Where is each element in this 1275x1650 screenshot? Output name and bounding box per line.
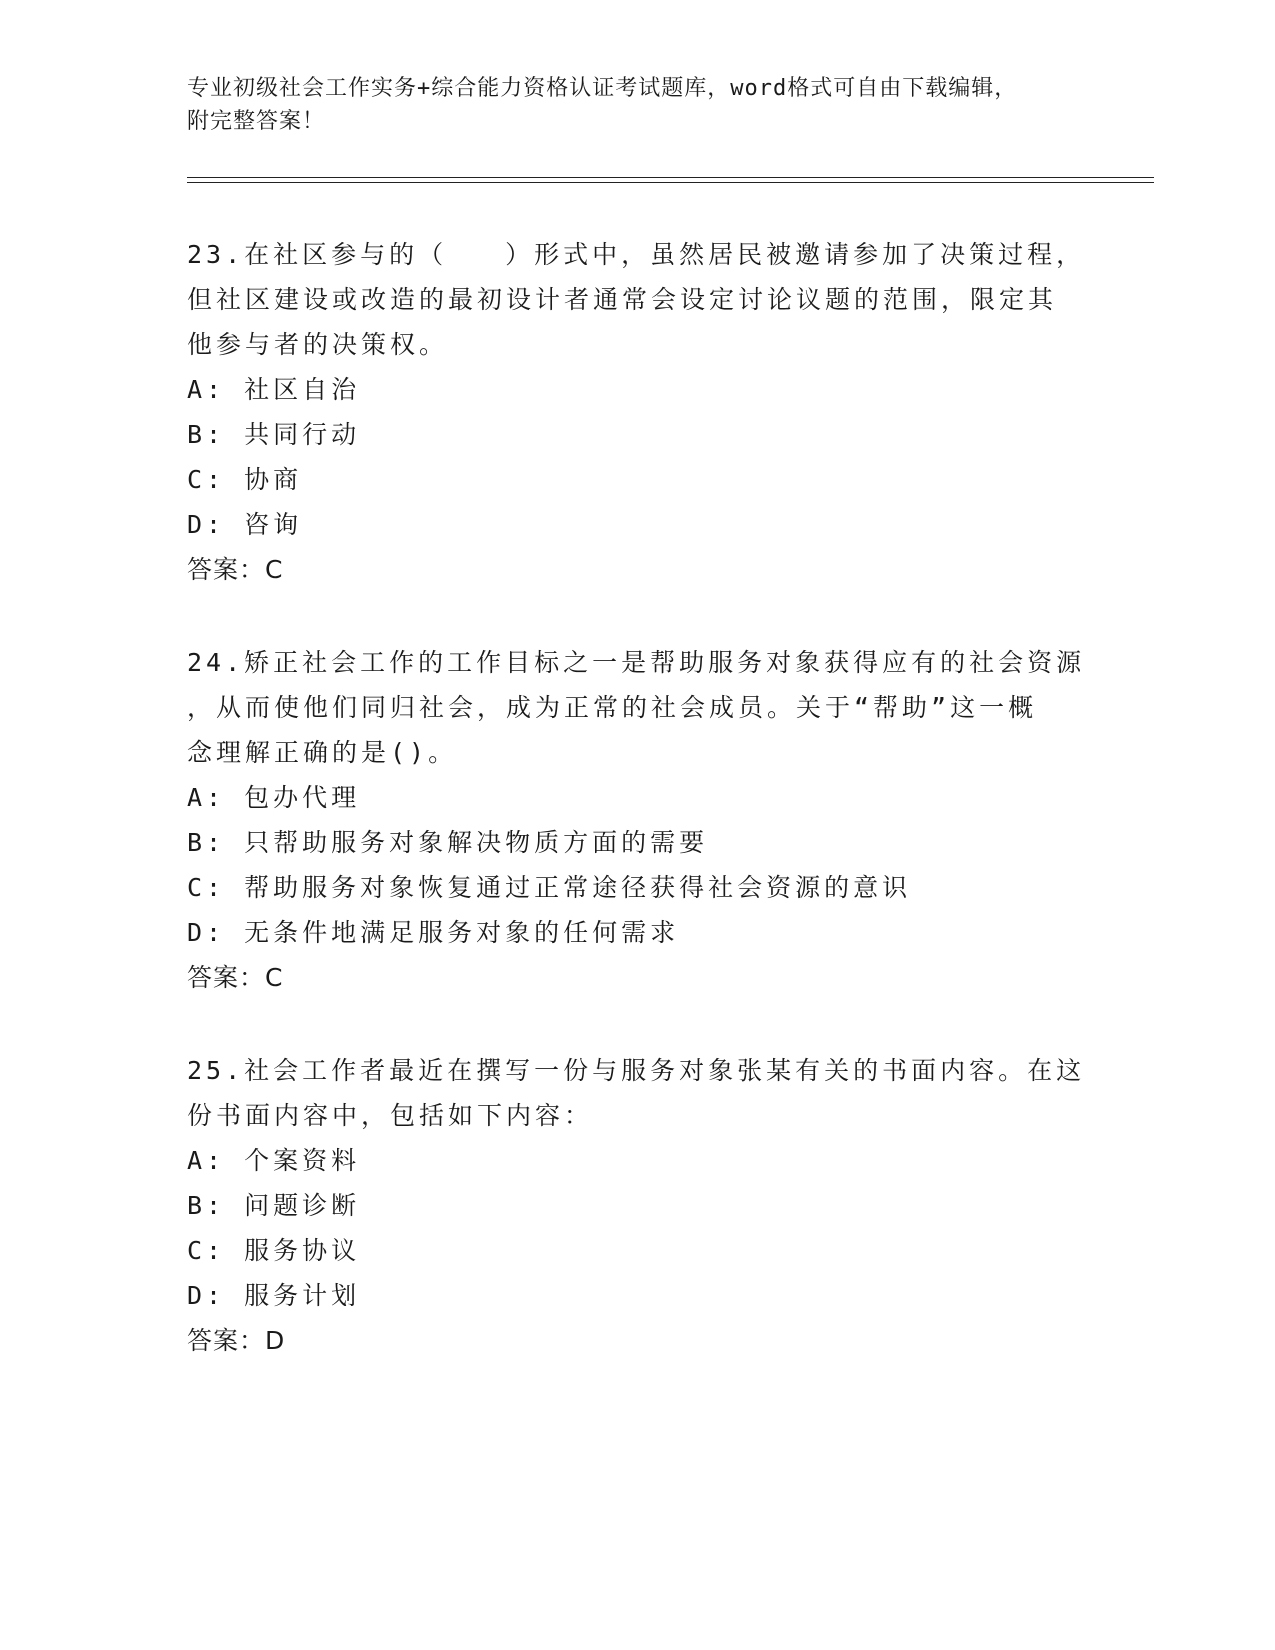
question-text: 25.社会工作者最近在撰写一份与服务对象张某有关的书面内容。在这	[187, 1056, 1086, 1085]
question-text: 但社区建设或改造的最初设计者通常会设定讨论议题的范围，限定其	[187, 285, 1058, 314]
question-text: ，从而使他们同归社会，成为正常的社会成员。关于“帮助”这一概	[187, 693, 1038, 722]
answer: 答案：C	[187, 555, 284, 584]
question-text: 他参与者的决策权。	[187, 330, 449, 359]
option-a: A: 包办代理	[187, 783, 361, 812]
header-line: 附完整答案！	[187, 109, 326, 134]
option-d: D: 服务计划	[187, 1281, 361, 1310]
option-d: D: 咨询	[187, 510, 303, 539]
question-text: 23.在社区参与的（ ）形式中，虽然居民被邀请参加了决策过程，	[187, 240, 1086, 269]
answer: 答案：C	[187, 963, 284, 992]
question-text: 份书面内容中，包括如下内容：	[187, 1101, 594, 1130]
question-23	[187, 232, 1147, 592]
option-b: B: 只帮助服务对象解决物质方面的需要	[187, 828, 709, 857]
document-header	[187, 72, 1087, 138]
option-c: C: 协商	[187, 465, 303, 494]
question-text: 24.矫正社会工作的工作目标之一是帮助服务对象获得应有的社会资源	[187, 648, 1086, 677]
answer: 答案：D	[187, 1326, 286, 1355]
question-text: 念理解正确的是()。	[187, 738, 458, 767]
header-divider-top	[187, 177, 1154, 178]
option-a: A: 个案资料	[187, 1146, 361, 1175]
question-25	[187, 1048, 1147, 1363]
header-line: 专业初级社会工作实务+综合能力资格认证考试题库，word格式可自由下载编辑，	[187, 76, 1018, 101]
question-24	[187, 640, 1147, 1000]
question-list	[187, 232, 1147, 1411]
option-c: C: 服务协议	[187, 1236, 361, 1265]
option-b: B: 共同行动	[187, 420, 361, 449]
option-c: C: 帮助服务对象恢复通过正常途径获得社会资源的意识	[187, 873, 912, 902]
option-d: D: 无条件地满足服务对象的任何需求	[187, 918, 680, 947]
option-b: B: 问题诊断	[187, 1191, 361, 1220]
option-a: A: 社区自治	[187, 375, 361, 404]
header-divider-bottom	[187, 182, 1154, 183]
